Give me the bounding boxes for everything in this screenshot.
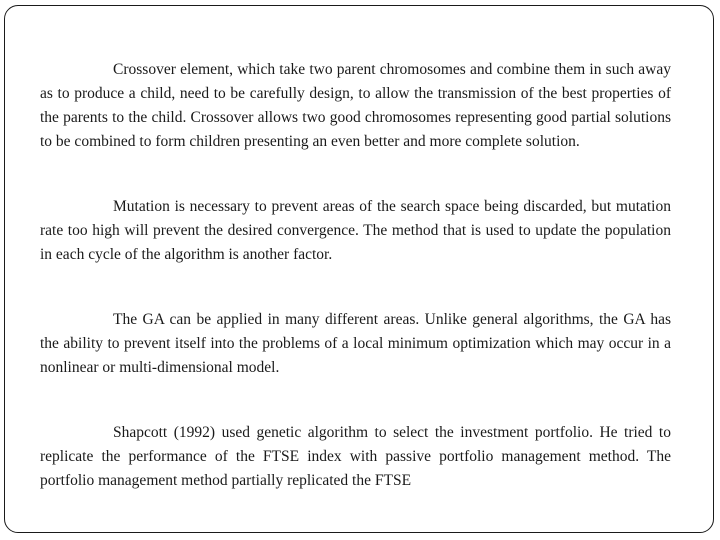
paragraph-shapcott: Shapcott (1992) used genetic algorithm to select the investment portfolio. He tried to replicate the performance of the FTSE index with passive portfolio management method. The portfolio management method partially replicated the FTSE — [40, 424, 671, 489]
paragraph-mutation: Mutation is necessary to prevent areas of the search space being discarded, but mutation rate too high will prevent the desired convergence. The method that is used to update the population in each cycle of the algorithm is another factor. — [40, 198, 671, 263]
document-body — [40, 58, 671, 493]
paragraph-ga-applications: The GA can be applied in many different areas. Unlike general algorithms, the GA has the ability to prevent itself into the problems of a local minimum optimization which may occur in a nonlinear or multi-dimensional model. — [40, 311, 671, 376]
paragraph-crossover: Crossover element, which take two parent chromosomes and combine them in such away as to produce a child, need to be carefully design, to allow the transmission of the best properties of the parents to the child. Crossover allows two good chromosomes representing good partial solutions to be combined to form children presenting an even better and more complete solution. — [40, 61, 671, 150]
